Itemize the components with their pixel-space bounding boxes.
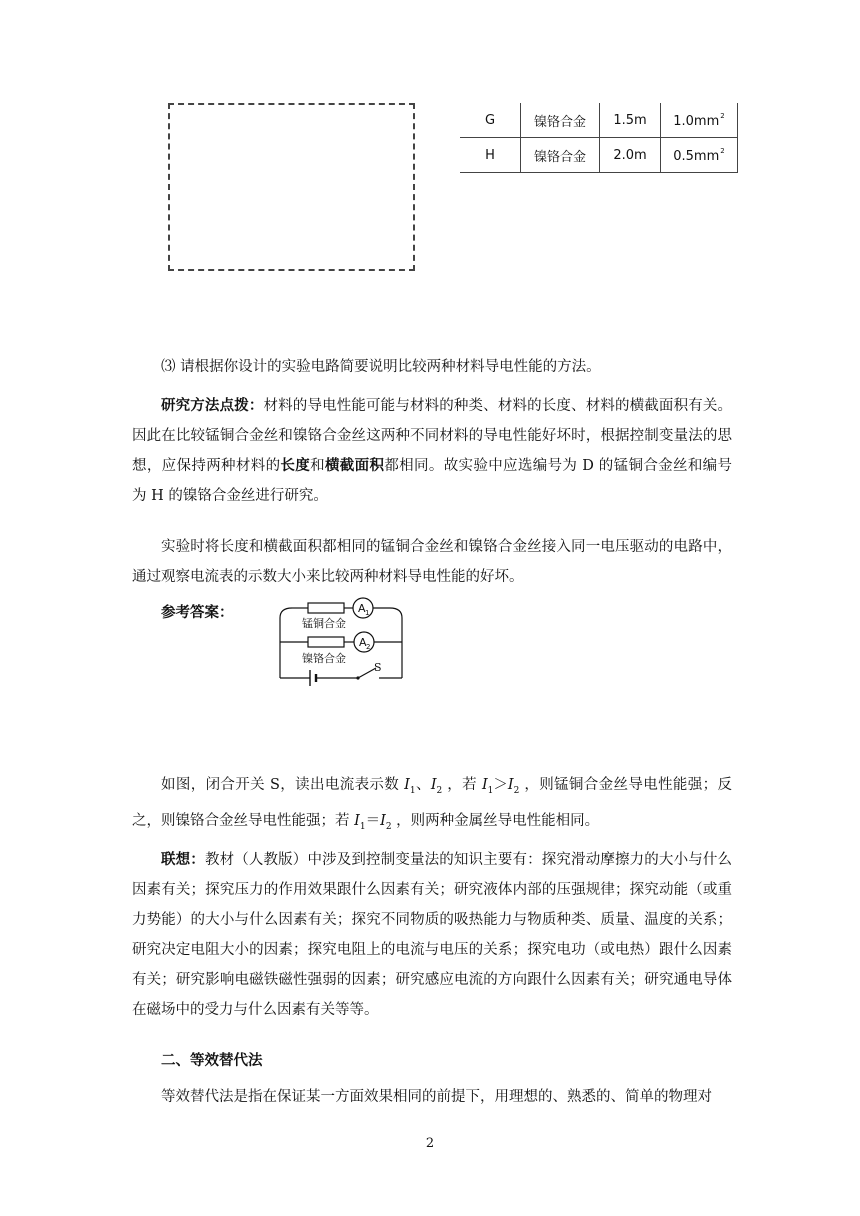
symbol-I2: I [507, 777, 514, 793]
table-row [460, 103, 738, 138]
area-unit-exponent: 2 [720, 111, 725, 120]
table-cell-id: G [460, 103, 521, 138]
fig-text-3: ，则锰铜合金丝导电性能强；反之，则镍铬合金丝导电性能强；若 [132, 777, 733, 829]
association-label: 联想： [161, 851, 205, 868]
symbol-I1: I [481, 777, 488, 793]
symbol-I2-sub: 2 [436, 785, 443, 796]
ammeter-1-label: A [358, 602, 366, 615]
material-table [460, 103, 738, 173]
symbol-I2-sub: 2 [513, 785, 520, 796]
table-cell-length: 2.0m [600, 138, 661, 173]
ammeter-2-label: A [359, 636, 367, 649]
table-cell-area [661, 138, 738, 173]
table-cell-material: 镍铬合金 [521, 103, 600, 138]
symbol-I2: I [380, 812, 386, 829]
symbol-I1: I [354, 812, 360, 829]
fig-text-2: ，若 [442, 777, 482, 793]
table-cell-material: 镍铬合金 [521, 138, 600, 173]
resistor-2 [308, 637, 344, 647]
figure-explanation [132, 770, 732, 842]
ammeter-2-sub: 2 [366, 643, 371, 651]
wire-1-label: 锰铜合金 [302, 617, 346, 630]
switch-label: S [374, 661, 382, 674]
equals: ＝ [365, 812, 381, 829]
resistor-1 [308, 603, 344, 613]
symbol-I1-sub: 1 [409, 785, 416, 796]
table-cell-length: 1.5m [600, 103, 661, 138]
method-text-2: 都相同。故实验中应选编号为 D 的锰铜合金丝和编号为 H 的镍铬合金丝进行研究。 [132, 458, 733, 504]
area-value: 1.0mm [673, 113, 720, 129]
section-2-text: 等效替代法是指在保证某一方面效果相同的前提下，用理想的、熟悉的、简单的物理对 [161, 1089, 712, 1105]
association-text: 教材（人教版）中涉及到控制变量法的知识主要有：探究滑动摩擦力的大小与什么因素有关；探究压力的作用效果跟什么因素有关；研究液体内部的压强规律；探究动能（或重力势能）的大小与什么因素有关；探究不同物质的吸热能力与物质种类、质量、温度的关系；研究决定电阻大小的因素；探究电阻上的电流与电压的关系；探究电功（或电热）跟什么因素有关；研究影响电磁铁磁性强弱的因素；研究感应电流的方向跟什么因素有关；研究通电导体在磁场中的受力与什么因素有关等等。 [132, 852, 732, 1018]
method-label: 研究方法点拨： [161, 397, 264, 414]
symbol-I1-sub: 1 [487, 785, 494, 796]
table-cell-area [661, 103, 738, 138]
fig-text-4: ，则两种金属丝导电性能相同。 [391, 812, 600, 829]
symbol-I1-sub: 1 [359, 821, 366, 832]
method-bold-area: 横截面积 [324, 457, 385, 474]
table-cell-id: H [460, 138, 521, 173]
area-value: 0.5mm [673, 148, 720, 164]
question-3: ⑶ 请根据你设计的实验电路简要说明比较两种材料导电性能的方法。 [161, 359, 601, 375]
fig-sep: 、 [415, 777, 431, 793]
method-bold-length: 长度 [280, 457, 311, 474]
table-row [460, 138, 738, 173]
area-unit-exponent: 2 [720, 146, 725, 155]
page-number: 2 [425, 1136, 435, 1151]
ammeter-1-sub: 1 [365, 609, 370, 617]
section-2-heading: 二、等效替代法 [161, 1052, 263, 1069]
method-paragraph [132, 391, 732, 511]
fig-text-1: 如图，闭合开关 S，读出电流表示数 [161, 777, 405, 793]
symbol-I2: I [430, 777, 437, 793]
greater-than: ＞ [493, 777, 508, 793]
method-text: 材料的导电性能可能与材料的种类、材料的长度、材料的横截面积有关。因此在比较锰铜合金丝和镍铬合金丝这两种不同材料的导电性能好坏时，根据控制变量法的思想，应保持两种材料的 [132, 398, 732, 474]
answer-label: 参考答案： [161, 604, 234, 621]
method-and: 和 [310, 458, 325, 474]
symbol-I2-sub: 2 [385, 821, 392, 832]
circuit-diagram [268, 596, 416, 688]
symbol-I1: I [404, 777, 410, 793]
wire-2-label: 镍铬合金 [302, 652, 346, 665]
association-paragraph [132, 845, 732, 1025]
switch-pivot [356, 676, 359, 679]
experiment-paragraph: 实验时将长度和横截面积都相同的锰铜合金丝和镍铬合金丝接入同一电压驱动的电路中，通过观察电流表的示数大小来比较两种材料导电性能的好坏。 [132, 539, 732, 585]
circuit-design-box [168, 103, 415, 271]
